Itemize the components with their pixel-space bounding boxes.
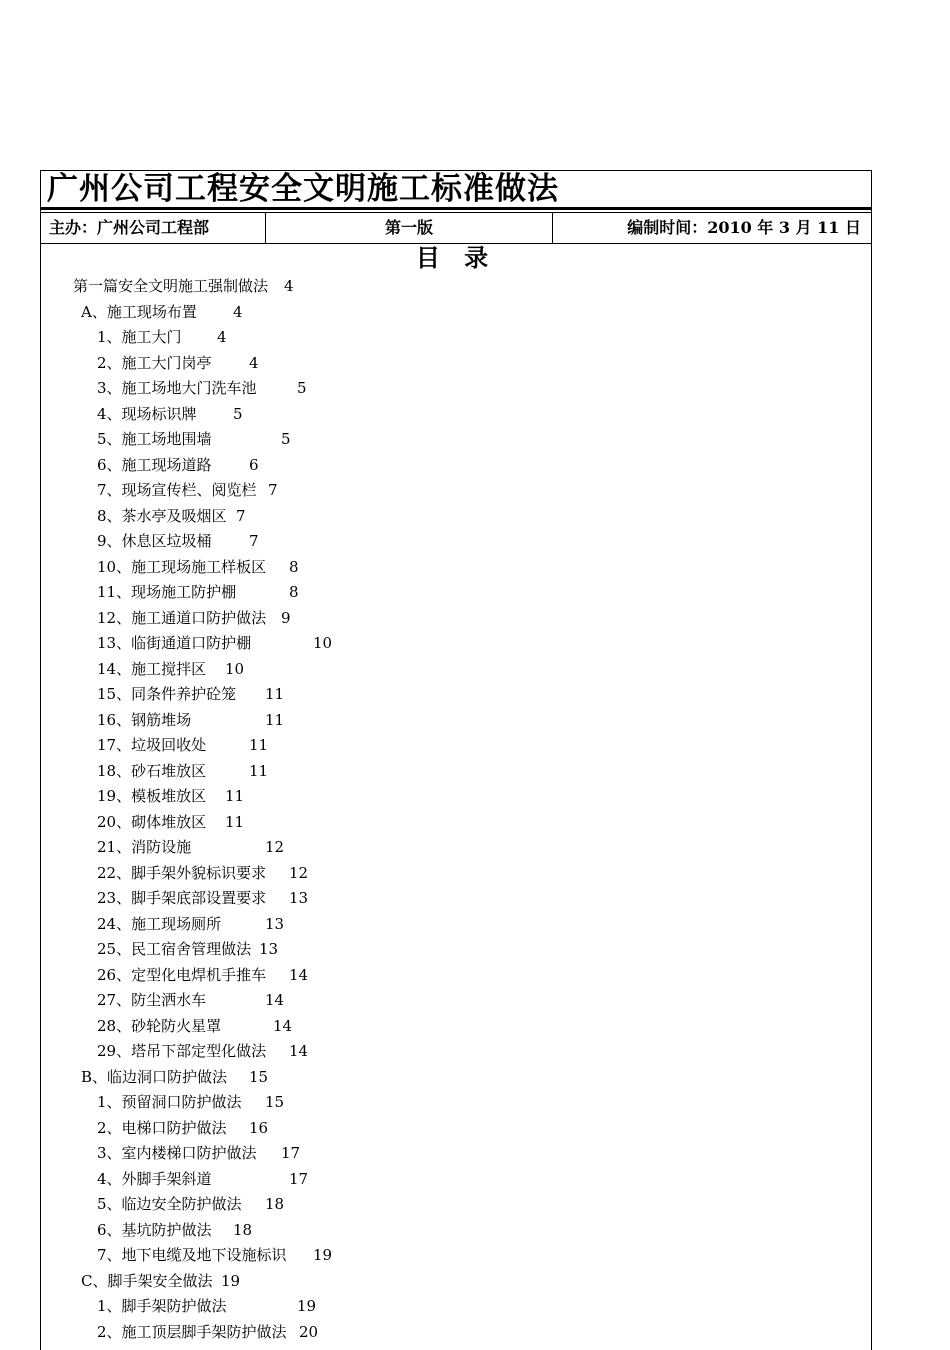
toc-entry-label: 4、现场标识牌	[97, 404, 197, 423]
toc-entry[interactable]	[97, 1243, 333, 1269]
toc-entry[interactable]	[97, 733, 269, 759]
toc-entry[interactable]	[97, 504, 246, 530]
toc-entry-label: 1、脚手架防护做法	[97, 1297, 227, 1315]
toc-entry-page: 14	[265, 991, 285, 1009]
toc-entry[interactable]	[81, 300, 243, 326]
toc-entry-label: B、临边洞口防护做法	[81, 1067, 228, 1086]
toc-entry-label: 22、脚手架外貌标识要求	[97, 863, 267, 882]
toc-entry-page: 14	[289, 1042, 309, 1060]
toc-entry-page: 18	[233, 1220, 253, 1239]
toc-entry[interactable]	[97, 325, 227, 351]
toc-entry-label: 3、室内楼梯口防护做法	[97, 1144, 257, 1162]
toc-entry[interactable]	[97, 402, 243, 428]
toc-entry-page: 9	[281, 608, 291, 627]
toc-entry-label: 13、临街通道口防护棚	[97, 634, 252, 652]
toc-entry-page: 4	[217, 328, 227, 346]
toc-entry-label: 21、消防设施	[97, 838, 192, 856]
toc-entry-label: 5、施工场地围墙	[97, 430, 212, 448]
toc-entry[interactable]	[97, 1320, 319, 1346]
toc-entry-page: 20	[299, 1322, 319, 1341]
toc-entry-label: 14、施工搅拌区	[97, 659, 207, 678]
toc-entry-label: 11、现场施工防护棚	[97, 583, 237, 601]
toc-entry[interactable]	[97, 1039, 309, 1065]
toc-entry-label: 17、垃圾回收处	[97, 736, 207, 754]
toc-entry-page: 4	[233, 302, 243, 321]
toc-entry-label: 8、茶水亭及吸烟区	[97, 506, 227, 525]
toc-entry-page: 12	[289, 863, 309, 882]
toc-entry-page: 17	[289, 1169, 309, 1188]
toc-entry[interactable]	[97, 351, 259, 377]
toc-entry[interactable]	[97, 810, 245, 836]
toc-entry-page: 11	[265, 710, 285, 729]
toc-entry-page: 5	[281, 430, 291, 448]
toc-entry-label: 12、施工通道口防护做法	[97, 608, 267, 627]
toc-entry[interactable]	[97, 937, 279, 963]
toc-entry-page: 13	[289, 889, 309, 907]
toc-entry[interactable]	[97, 912, 285, 938]
toc-entry-page: 13	[259, 940, 279, 958]
sponsor-cell: 主办：广州公司工程部	[41, 213, 266, 243]
toc-entry[interactable]	[97, 376, 307, 402]
toc-entry-label: 1、施工大门	[97, 328, 182, 346]
toc-entry[interactable]	[97, 1090, 285, 1116]
toc-entry-label: 16、钢筋堆场	[97, 710, 192, 729]
toc-entry-label: 26、定型化电焊机手推车	[97, 965, 267, 984]
toc-entry[interactable]	[97, 886, 309, 912]
toc-entry[interactable]	[97, 555, 299, 581]
toc-entry[interactable]	[97, 427, 291, 453]
toc-entry[interactable]	[97, 963, 309, 989]
toc-entry-page: 16	[249, 1118, 269, 1137]
toc-entry-page: 10	[225, 659, 245, 678]
toc-entry[interactable]	[97, 1218, 253, 1244]
toc-entry[interactable]	[97, 478, 278, 504]
toc-entry[interactable]	[97, 657, 245, 683]
toc-entry[interactable]	[97, 453, 259, 479]
toc-entry-label: 6、基坑防护做法	[97, 1220, 212, 1239]
toc-entry-page: 11	[225, 787, 245, 805]
toc-entry-page: 19	[297, 1297, 317, 1315]
toc-entry-label: 15、同条件养护砼笼	[97, 685, 237, 703]
edition-cell: 第一版	[266, 213, 553, 243]
document-title: 广州公司工程安全文明施工标准做法	[47, 171, 559, 207]
toc-entry[interactable]	[97, 631, 333, 657]
toc-entry[interactable]	[97, 784, 245, 810]
toc-entry[interactable]	[97, 1116, 269, 1142]
document-frame	[40, 170, 872, 1350]
toc-entry-label: 19、模板堆放区	[97, 787, 207, 805]
toc-entry[interactable]	[97, 861, 309, 887]
toc-entry[interactable]	[97, 682, 285, 708]
toc-entry-page: 12	[265, 838, 285, 856]
header-meta-row	[41, 213, 871, 244]
toc-entry[interactable]	[97, 835, 285, 861]
toc-entry-page: 17	[281, 1144, 301, 1162]
toc-entry-page: 19	[221, 1271, 241, 1290]
toc-entry[interactable]	[97, 708, 285, 734]
toc-entry-label: 3、施工场地大门洗车池	[97, 379, 257, 397]
toc-entry-label: 2、施工大门岗亭	[97, 353, 212, 372]
toc-entry-label: 18、砂石堆放区	[97, 761, 207, 780]
toc-entry-page: 5	[233, 404, 243, 423]
toc-entry-page: 6	[249, 455, 259, 474]
toc-entry-label: A、施工现场布置	[81, 302, 197, 321]
toc-entry-page: 18	[265, 1195, 285, 1213]
toc-entry-label: 5、临边安全防护做法	[97, 1195, 242, 1213]
toc-entry-label: 6、施工现场道路	[97, 455, 212, 474]
toc-entry[interactable]	[97, 1141, 301, 1167]
toc-entry-page: 8	[289, 557, 299, 576]
toc-entry[interactable]	[81, 1065, 269, 1091]
toc-entry[interactable]	[97, 606, 291, 632]
toc-entry-label: 1、预留洞口防护做法	[97, 1093, 242, 1111]
toc-entry[interactable]	[97, 1192, 285, 1218]
toc-entry[interactable]	[97, 1014, 293, 1040]
toc-entry[interactable]	[97, 1167, 309, 1193]
toc-entry-label: 第一篇安全文明施工强制做法	[73, 277, 269, 295]
toc-entry-page: 10	[313, 634, 333, 652]
toc-entry-page: 11	[249, 736, 269, 754]
toc-entry-label: 23、脚手架底部设置要求	[97, 889, 267, 907]
compiled-date-cell: 编制时间：2010 年 3 月 11 日	[627, 218, 861, 237]
toc-entry-page: 11	[225, 812, 245, 831]
toc-entry[interactable]	[81, 1269, 241, 1295]
toc-entry-page: 19	[313, 1246, 333, 1264]
toc-entry-label: 24、施工现场厕所	[97, 914, 222, 933]
toc-entry-page: 11	[265, 685, 285, 703]
toc-entry-label: 7、现场宣传栏、阅览栏	[97, 481, 257, 499]
toc-entry-label: 20、砌体堆放区	[97, 812, 207, 831]
toc-entry-label: 10、施工现场施工样板区	[97, 557, 267, 576]
toc-entry-label: 2、施工顶层脚手架防护做法	[97, 1322, 287, 1341]
toc-entry-label: 9、休息区垃圾桶	[97, 532, 212, 550]
toc-entry[interactable]	[97, 988, 285, 1014]
toc-entry-label: 4、外脚手架斜道	[97, 1169, 212, 1188]
toc-entry-page: 7	[236, 506, 246, 525]
toc-entry-label: 2、电梯口防护做法	[97, 1118, 227, 1137]
toc-entry[interactable]	[97, 759, 269, 785]
toc-entry-page: 15	[265, 1093, 285, 1111]
toc-entry-label: 28、砂轮防火星罩	[97, 1016, 222, 1035]
toc-entry-page: 15	[249, 1067, 269, 1086]
toc-entry-page: 4	[284, 277, 294, 295]
toc-entry-page: 14	[273, 1016, 293, 1035]
toc-entry-label: 29、塔吊下部定型化做法	[97, 1042, 267, 1060]
toc-entry[interactable]	[97, 580, 299, 606]
toc-entry-page: 7	[249, 532, 259, 550]
toc-entry[interactable]	[97, 1294, 317, 1320]
toc-entry-page: 4	[249, 353, 259, 372]
toc-entry[interactable]	[73, 274, 294, 300]
toc-entry[interactable]	[97, 529, 259, 555]
toc-entry-page: 7	[268, 481, 278, 499]
toc-entry-page: 8	[289, 583, 299, 601]
toc-entry-page: 5	[297, 379, 307, 397]
toc-entry-label: 27、防尘洒水车	[97, 991, 207, 1009]
toc-entry-label: C、脚手架安全做法	[81, 1271, 213, 1290]
toc-heading: 目 录	[415, 243, 497, 272]
toc-entry-page: 11	[249, 761, 269, 780]
toc-entry-label: 7、地下电缆及地下设施标识	[97, 1246, 287, 1264]
toc-entry-page: 14	[289, 965, 309, 984]
toc-entry-page: 13	[265, 914, 285, 933]
toc-entry-label: 25、民工宿舍管理做法	[97, 940, 252, 958]
